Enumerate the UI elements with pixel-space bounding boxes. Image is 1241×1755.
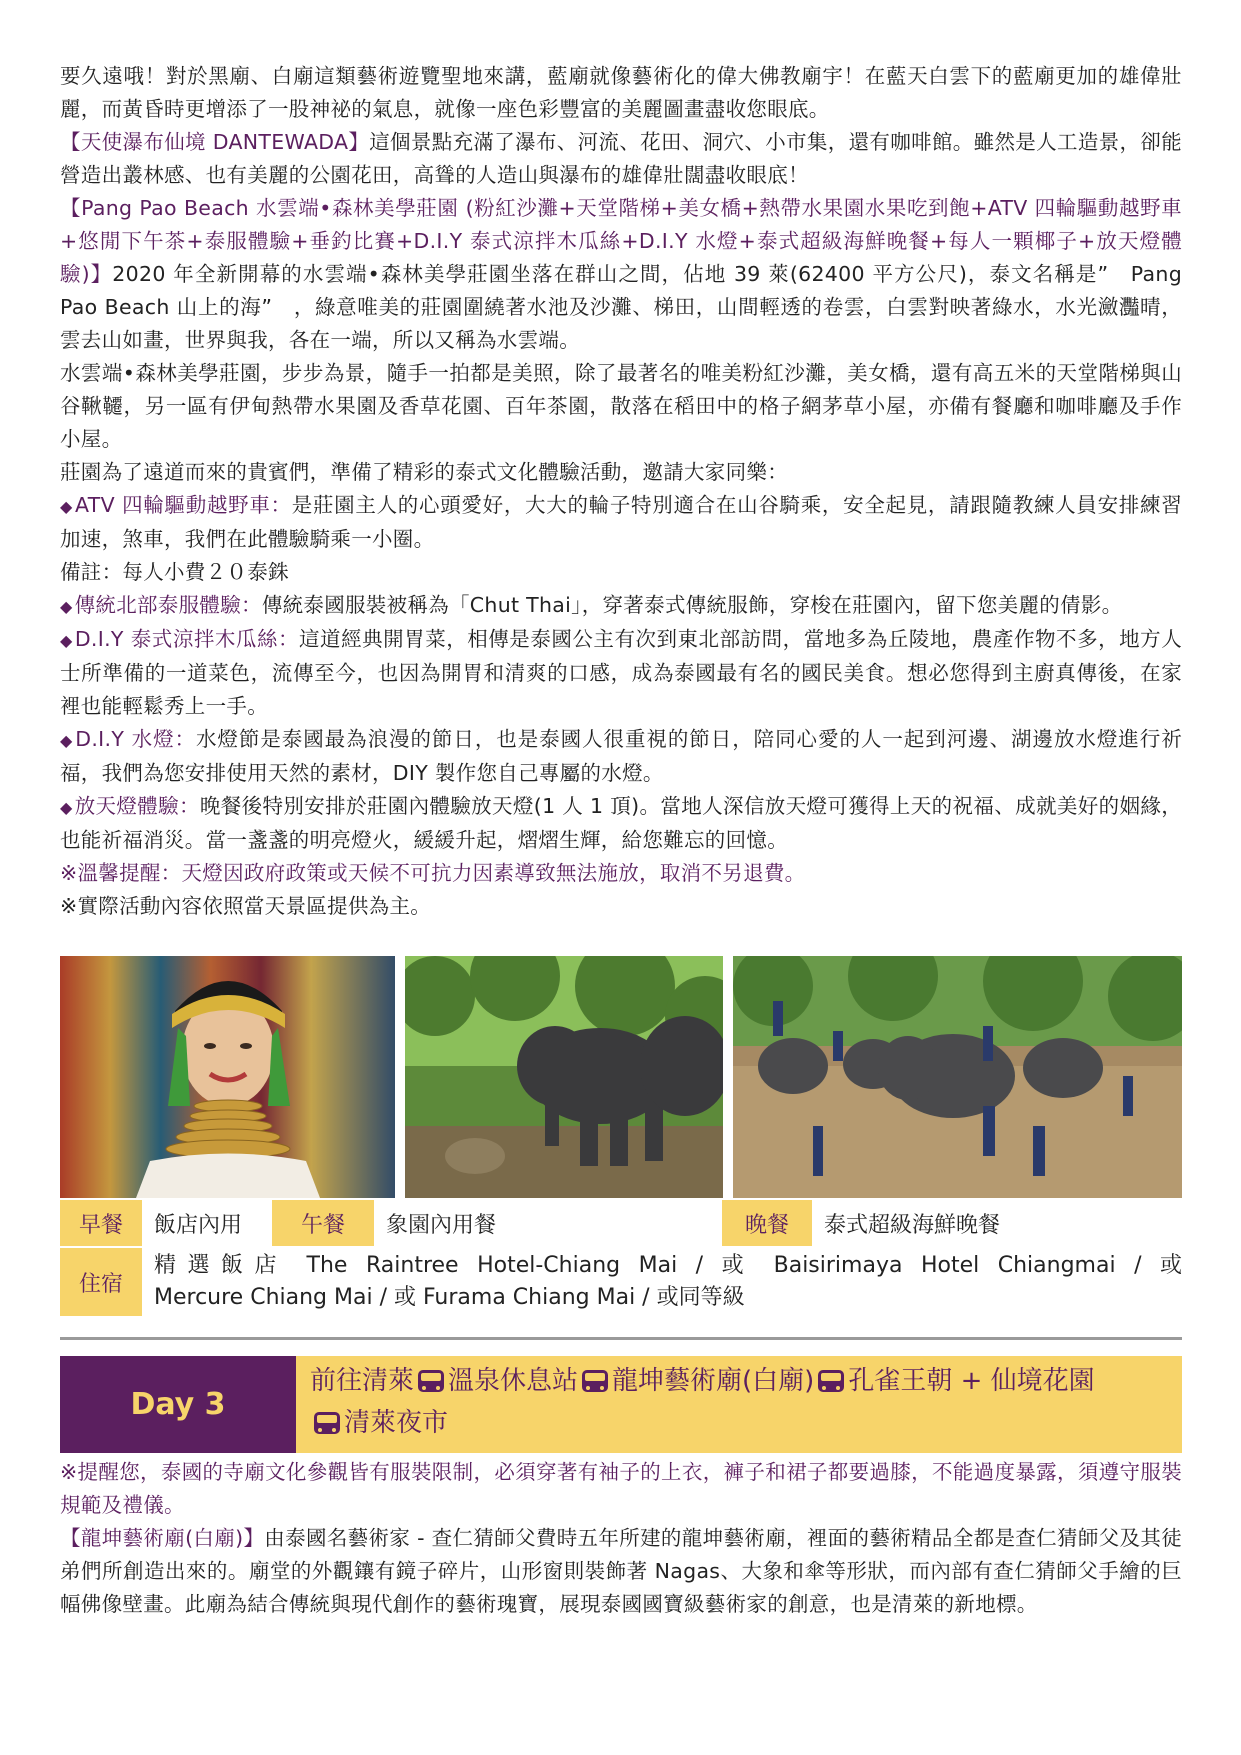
bullet-thai-costume-title: 傳統北部泰服體驗： xyxy=(74,593,262,617)
dinner-value: 泰式超級海鮮晚餐 xyxy=(824,1212,1001,1238)
dantewada-title: 【天使瀑布仙境 DANTEWADA】 xyxy=(60,130,370,154)
white-temple-paragraph xyxy=(60,1522,1182,1621)
hotel-line-2: Mercure Chiang Mai / 或 Furama Chiang Mai / 或同等級 xyxy=(154,1285,745,1310)
bullet-water-lantern xyxy=(60,723,1182,790)
diamond-bullet-icon: ◆ xyxy=(60,731,74,750)
bullet-thai-costume xyxy=(60,589,1182,623)
diamond-bullet-icon: ◆ xyxy=(60,597,73,616)
day3-header xyxy=(60,1356,1182,1453)
dantewada-body: 這個景點充滿了瀑布、河流、花田、洞穴、小市集，還有咖啡館。雖然是人工造景，卻能營造出叢林感、也有美麗的公園花田，高聳的人造山與瀑布的雄偉壯闊盡收眼底！ xyxy=(60,130,1182,187)
bullet-water-lantern-title: D.I.Y 水燈： xyxy=(75,727,196,751)
diamond-bullet-icon: ◆ xyxy=(60,798,73,817)
bus-icon xyxy=(418,1370,444,1392)
bullet-papaya-salad-body: 這道經典開胃菜，相傳是泰國公主有次到東北部訪問，當地多為丘陵地，農產作物不多，地方人士所準備的一道菜色，流傳至今，也因為開胃和清爽的口感，成為泰國最有名的國民美食。想必您得到主廚真傳後，在家裡也能輕鬆秀上一手。 xyxy=(60,627,1182,718)
tip-note: 備註：每人小費２０泰銖 xyxy=(60,560,289,584)
main-text xyxy=(60,60,1182,923)
photo-elephants-forest xyxy=(405,956,723,1198)
bullet-water-lantern-body: 水燈節是泰國最為浪漫的節日，也是泰國人很重視的節日，陪同心愛的人一起到河邊、湖邊放水燈進行祈福，我們為您安排使用天然的素材，DIY 製作您自己專屬的水燈。 xyxy=(60,727,1183,785)
pangpao-body: 2020 年全新開幕的水雲端•森林美學莊園坐落在群山之間，佔地 39 萊(62400 平方公尺)，泰文名稱是” Pang Pao Beach 山上的海” ，綠意唯美的莊園圍繞著水池及沙灘、梯田，山間輕透的卷雲，白雲對映著綠水，水光瀲灩晴，雲去山如畫，世界與我，各在一端，所以又稱為水雲端。 xyxy=(60,262,1183,352)
route-stop-4: 孔雀王朝 + 仙境花園 xyxy=(848,1366,1095,1396)
bullet-sky-lantern-body: 晚餐後特別安排於莊園內體驗放天燈(1 人 1 頂)。當地人深信放天燈可獲得上天的祝福、成就美好的姻緣，也能祈福消災。當一盞盞的明亮燈火，緩緩升起，熠熠生輝，給您難忘的回憶。 xyxy=(60,794,1183,852)
lunch-value: 象園內用餐 xyxy=(386,1212,497,1238)
activities-intro: 莊園為了遠道而來的貴賓們，準備了精彩的泰式文化體驗活動，邀請大家同樂： xyxy=(60,460,788,484)
route-stop-1: 前往清萊 xyxy=(310,1366,415,1396)
day3-label: Day 3 xyxy=(60,1356,296,1453)
route-stop-2: 溫泉休息站 xyxy=(448,1366,579,1396)
pangpao-paragraph xyxy=(60,192,1182,357)
dress-code-reminder: ※提醒您，泰國的寺廟文化參觀皆有服裝限制，必須穿著有袖子的上衣，褲子和裙子都要過膝，不能過度暴露，須遵守服裝規範及禮儀。 xyxy=(60,1460,1182,1517)
bullet-sky-lantern xyxy=(60,790,1182,857)
bullet-atv-title: ATV 四輪驅動越野車： xyxy=(75,493,292,517)
bullet-atv xyxy=(60,489,1182,556)
pangpao-title: 【Pang Pao Beach 水雲端•森林美學莊園 (粉紅沙灘+天堂階梯+美女橋+熱帶水果園水果吃到飽+ATV 四輪驅動越野車+悠閒下午茶+泰服體驗+垂釣比賽+D.I.Y 泰式涼拌木瓜絲+D.I.Y 水燈+泰式超級海鮮晚餐+每人一顆椰子+放天燈體驗)】 xyxy=(60,196,1182,286)
bus-icon xyxy=(582,1370,608,1392)
diamond-bullet-icon: ◆ xyxy=(60,497,74,516)
day3-text xyxy=(60,1456,1182,1621)
blue-temple-paragraph: 要久遠哦！對於黑廟、白廟這類藝術遊覽聖地來講，藍廟就像藝術化的偉大佛教廟宇！在藍天白雲下的藍廟更加的雄偉壯麗，而黃昏時更增添了一股神祕的氣息，就像一座色彩豐富的美麗圖畫盡收您眼底。 xyxy=(60,64,1182,121)
bullet-papaya-salad xyxy=(60,623,1182,723)
day3-route xyxy=(296,1356,1182,1453)
dantewada-paragraph xyxy=(60,126,1182,192)
bus-icon xyxy=(818,1370,844,1392)
bullet-atv-body: 是莊園主人的心頭愛好，大大的輪子特別適合在山谷騎乘，安全起見，請跟隨教練人員安排練習加速，煞車，我們在此體驗騎乘一小圈。 xyxy=(60,493,1182,551)
pangpao-detail-paragraph: 水雲端•森林美學莊園，步步為景，隨手一拍都是美照，除了最著名的唯美粉紅沙灘，美女橋，還有高五米的天堂階梯與山谷鞦韆，另一區有伊甸熱帶水果園及香草花園、百年茶園，散落在稻田中的格子網茅草小屋，亦備有餐廳和咖啡廳及手作小屋。 xyxy=(60,361,1182,451)
section-divider xyxy=(60,1337,1182,1340)
meals-table xyxy=(60,1200,1182,1316)
activity-disclaimer: ※實際活動內容依照當天景區提供為主。 xyxy=(60,894,432,918)
hotel-line-1: 精選飯店 The Raintree Hotel-Chiang Mai / 或 Baisirimaya Hotel Chiangmai / 或 xyxy=(154,1253,1182,1278)
hotel-value xyxy=(142,1248,1182,1316)
bullet-papaya-salad-title: D.I.Y 泰式涼拌木瓜絲： xyxy=(74,627,300,651)
bullet-thai-costume-body: 傳統泰國服裝被稱為「Chut Thai」，穿著泰式傳統服飾，穿梭在莊園內，留下您美麗的倩影。 xyxy=(261,593,1123,617)
lunch-label: 午餐 xyxy=(272,1200,374,1246)
lantern-warning: ※溫馨提醒：天燈因政府政策或天候不可抗力因素導致無法施放，取消不另退費。 xyxy=(60,861,806,885)
hotel-label: 住宿 xyxy=(60,1248,142,1316)
breakfast-label: 早餐 xyxy=(60,1200,142,1246)
white-temple-title: 【龍坤藝術廟(白廟)】 xyxy=(60,1526,265,1550)
bullet-sky-lantern-title: 放天燈體驗： xyxy=(74,794,200,818)
diamond-bullet-icon: ◆ xyxy=(60,631,73,650)
photo-long-neck-woman xyxy=(60,956,395,1198)
photo-elephants-river xyxy=(733,956,1182,1198)
route-stop-3: 龍坤藝術廟(白廟) xyxy=(612,1366,815,1396)
bus-icon xyxy=(314,1412,340,1434)
breakfast-value: 飯店內用 xyxy=(154,1212,243,1238)
photo-strip xyxy=(60,956,1182,1198)
dinner-label: 晚餐 xyxy=(722,1200,812,1246)
route-stop-5: 清萊夜市 xyxy=(344,1408,449,1438)
white-temple-body: 由泰國名藝術家 - 查仁猜師父費時五年所建的龍坤藝術廟，裡面的藝術精品全都是查仁猜師父及其徒弟們所創造出來的。廟堂的外觀鑲有鏡子碎片，山形窗則裝飾著 Nagas、大象和傘等形狀，而內部有查仁猜師父手繪的巨幅佛像壁畫。此廟為結合傳統與現代創作的藝術瑰寶，展現泰國國寶級藝術家的創意，也是清萊的新地標。 xyxy=(60,1526,1182,1616)
